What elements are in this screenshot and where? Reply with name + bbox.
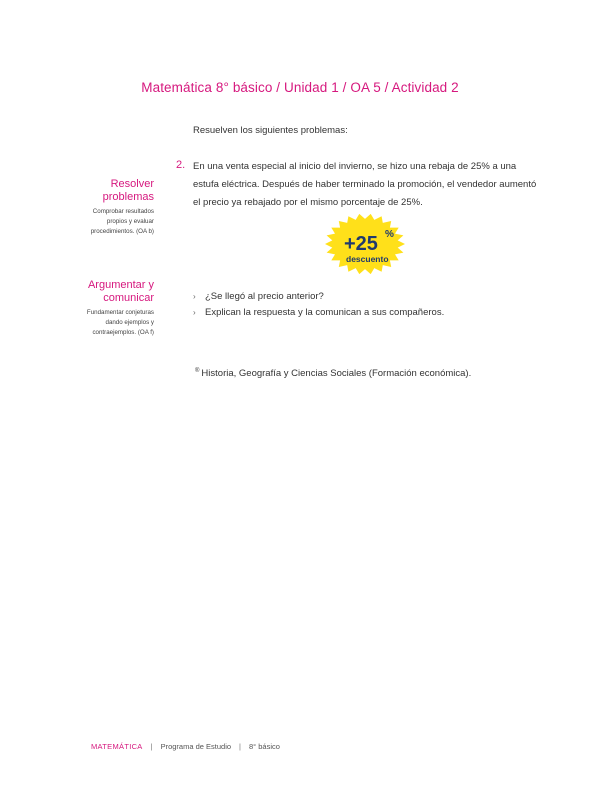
chevron-right-icon: › [193, 308, 196, 317]
problem-statement: En una venta especial al inicio del invierno, se hizo una rebaja de 25% a una estufa eléctrica. Después de haber terminado la promoción, el vendedor aumentó el precio ya rebajado por el mismo porcentaje de 25%. [193, 161, 537, 208]
badge-percent: % [385, 229, 394, 240]
sidebar-heading-line: Resolver [110, 178, 154, 190]
footer-separator: | [150, 742, 153, 751]
page-footer [91, 742, 280, 751]
sidebar-heading-line: Argumentar y [87, 279, 154, 291]
list-item [193, 289, 553, 305]
sidebar-desc-line: Fundamentar conjeturas [86, 309, 154, 316]
sidebar-heading-line: comunicar [103, 292, 154, 304]
footnote-text: Historia, Geografía y Ciencias Sociales (Formación económica). [201, 368, 472, 380]
question-text: ¿Se llegó al precio anterior? [205, 291, 324, 302]
activity-intro: Resuelven los siguientes problemas: [193, 125, 348, 136]
question-text: Explican la respuesta y la comunican a sus compañeros. [205, 307, 445, 318]
sidebar-section-argumentar [87, 279, 154, 338]
sidebar-description [91, 207, 154, 237]
sidebar-section-resolver [91, 178, 154, 237]
sidebar-description [87, 308, 154, 338]
question-list [193, 289, 553, 321]
cross-curricular-note [195, 368, 471, 379]
problem-number: 2. [176, 159, 186, 171]
footer-brand: MATEMÁTICA [91, 742, 143, 751]
sidebar-heading [87, 279, 154, 305]
footer-program: Programa de Estudio [160, 742, 232, 751]
sidebar-desc-line: contraejemplos. (OA f) [92, 329, 154, 336]
sidebar-desc-line: procedimientos. (OA b) [90, 228, 154, 235]
sidebar-heading-line: problemas [102, 191, 154, 203]
sidebar-heading [91, 178, 154, 204]
discount-badge [323, 213, 407, 275]
badge-value: +25 [344, 233, 378, 255]
sidebar-desc-line: Comprobar resultados [92, 208, 154, 215]
footer-separator: | [239, 742, 241, 751]
page-title: Matemática 8° básico / Unidad 1 / OA 5 / Actividad 2 [141, 80, 459, 95]
list-item [193, 305, 553, 321]
sidebar-desc-line: propios y evaluar [106, 218, 154, 225]
footer-grade: 8° básico [249, 742, 280, 751]
badge-label: descuento [346, 254, 389, 264]
chevron-right-icon: › [193, 292, 196, 301]
registered-mark-icon: ® [195, 368, 200, 374]
sidebar-desc-line: dando ejemplos y [105, 319, 154, 326]
